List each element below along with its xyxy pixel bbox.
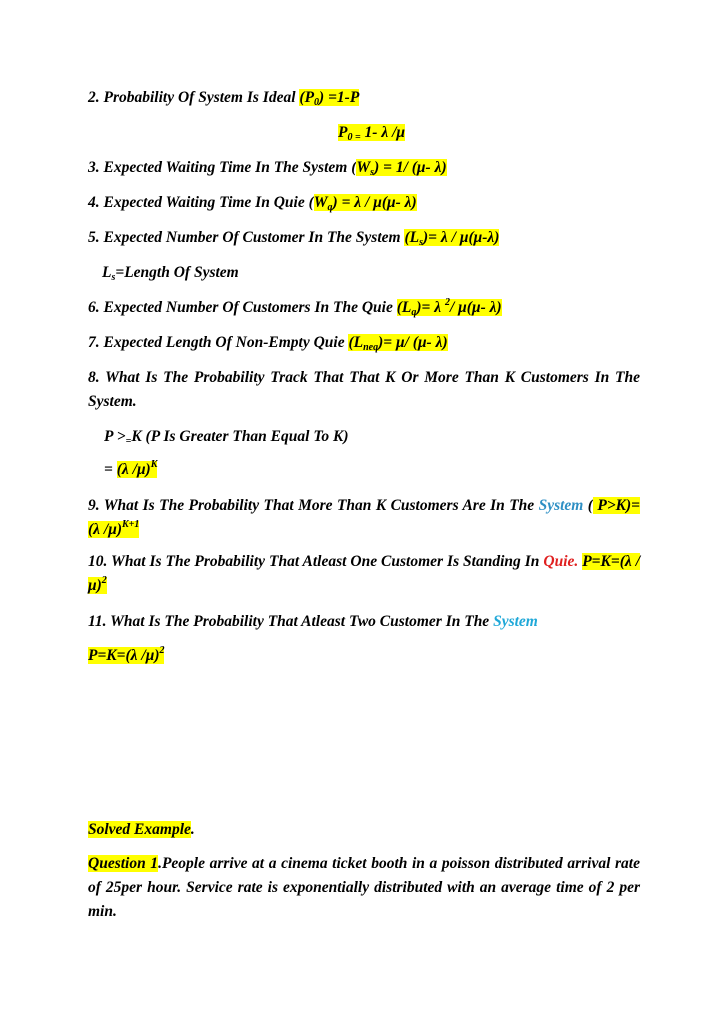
formula-line-11b — [88, 646, 164, 666]
highlight-p-equals-k-2: P=K=(λ /μ)$^2$ — [88, 645, 165, 664]
formula-line-4: 4. Expected Waiting Time In Quie $(W_q) = \lambda / \mu(\mu-$ λ) — [88, 194, 417, 213]
highlight-p-greater-k: P>K)= (λ /μ)$^{K+1}$ — [88, 497, 640, 538]
highlight-wq: $W_q) = \lambda / \mu(\mu-$ λ) — [313, 194, 417, 213]
highlight-ls: $(L_s)= \lambda / \mu(\mu-\lambda)$ — [404, 229, 500, 248]
question-8: 8. What Is The Probability Track That That K Or More Than K Customers In The System. — [88, 369, 640, 410]
highlight-p-equals-k: P=K=(λ /μ)$^2$ — [88, 553, 640, 594]
formula-line-8c: = (λ /μ)$^K$ — [104, 459, 158, 478]
formula-line-5b: $L_s=Length$ Of System — [102, 264, 239, 283]
highlight-lneq: $(L_{neq})= \mu/$ (μ- λ) — [348, 334, 448, 353]
highlight-p0-formula: $P_{0 =}$ 1- λ /μ — [338, 124, 406, 143]
formula-line-2b — [338, 123, 405, 143]
highlight-lambda-mu-k: (λ /μ)$^K$ — [116, 459, 158, 478]
highlight-lq: $(L_q)= \lambda$ $^2$/ μ(μ- λ) — [396, 297, 502, 318]
question-9: 9. What Is The Probability That More Than K Customers Are In The System ( P>K)= (λ /μ)$^{K+1}$ — [88, 497, 640, 538]
question-1: Question 1.People arrive at a cinema ticket booth in a poisson distributed arrival rate of 25per hour. Service rate is exponentially distributed with an average time of 2 per min. — [88, 855, 640, 920]
question-10: 10. What Is The Probability That Atleast One Customer Is Standing In Quie. P=K=(λ /μ)$^2$ — [88, 553, 640, 594]
formula-line-5: 5. Expected Number Of Customer In The System $(L_s)= \lambda / \mu(\mu-\lambda)$ — [88, 229, 500, 248]
formula-line-6: 6. Expected Number Of Customers In The Quie $(L_q)= \lambda$ $^2$/ μ(μ- λ) — [88, 297, 502, 318]
highlight-ws: $W_s) = 1/$ (μ- λ) — [356, 159, 447, 178]
formula-line-2: 2. Probability Of System Is Ideal $(P_0) =1-P$ — [88, 89, 360, 108]
solved-example-heading: Solved Example. — [88, 821, 195, 838]
question-1-label: Question 1 — [88, 855, 159, 872]
formula-line-7: 7. Expected Length Of Non-Empty Quie $(L_{neq})= \mu/$ (μ- λ) — [88, 334, 448, 353]
formula-line-8b: $P >_=K$ (P Is Greater Than Equal To K) — [104, 428, 349, 447]
highlight-p0: $(P_0) =1-P$ — [299, 89, 360, 108]
question-11: 11. What Is The Probability That Atleast Two Customer In The System — [88, 613, 538, 630]
formula-line-3: 3. Expected Waiting Time In The System $(W_s) = 1/$ (μ- λ) — [88, 159, 447, 178]
